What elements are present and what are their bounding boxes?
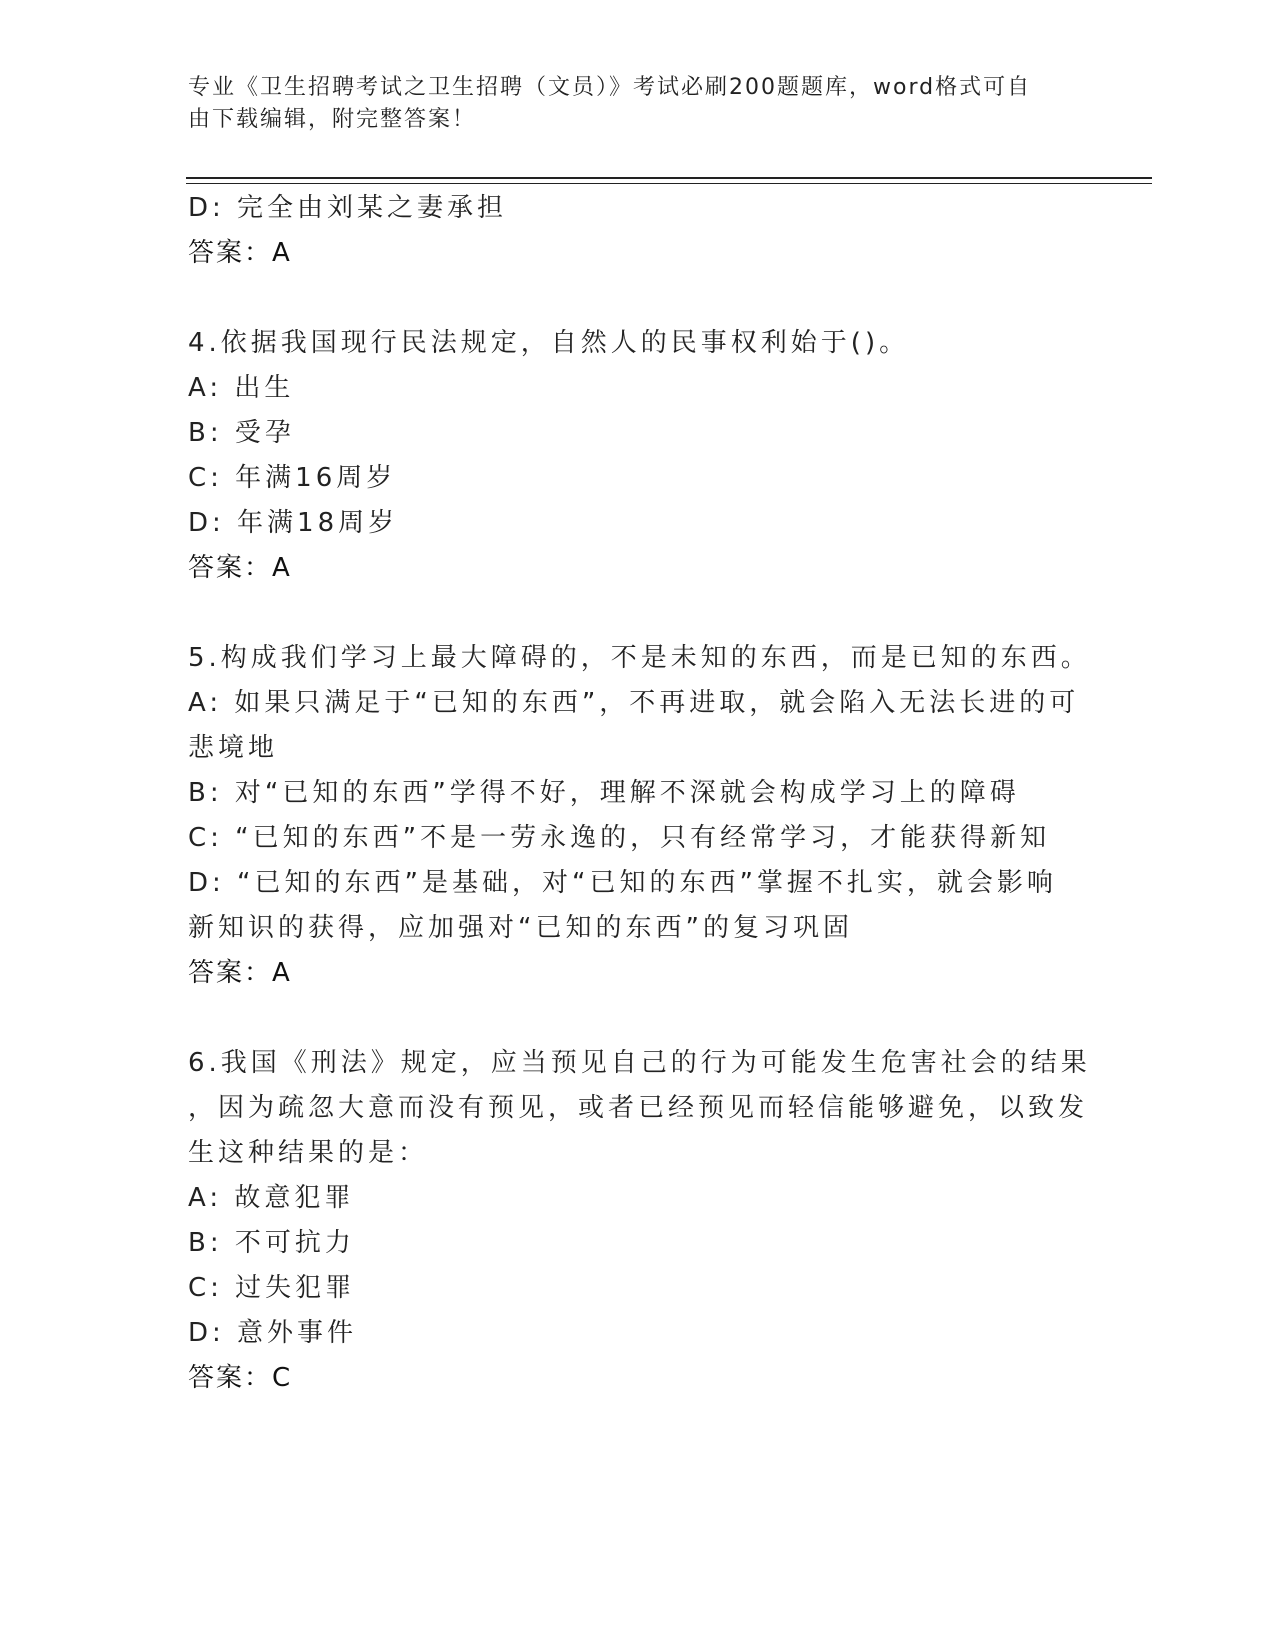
question-4 [188,321,1088,591]
question-5 [188,636,1091,996]
q4-answer: 答案：A [188,553,292,583]
header-line-2: 由下载编辑，附完整答案！ [188,107,477,132]
q3-option-d: D: 完全由刘某之妻承担 [188,193,508,223]
spacer [188,276,1088,321]
q4-option-a: A: 出生 [188,373,295,403]
spacer [188,996,1088,1041]
q5-stem: 5.构成我们学习上最大障碍的，不是未知的东西，而是已知的东西。 [188,643,1091,673]
q3-answer: 答案：A [188,238,292,268]
q5-answer: 答案：A [188,958,292,988]
q4-option-c: C: 年满16周岁 [188,463,397,493]
q5-option-d-line-2: 新知识的获得，应加强对“已知的东西”的复习巩固 [188,913,853,943]
q5-option-d-line-1: D: “已知的东西”是基础，对“已知的东西”掌握不扎实，就会影响 [188,868,1057,898]
q6-option-b: B: 不可抗力 [188,1228,355,1258]
q5-option-a-line-1: A: 如果只满足于“已知的东西”，不再进取，就会陷入无法长进的可 [188,688,1080,718]
question-6 [188,1041,1091,1401]
q6-stem-line-3: 生这种结果的是： [188,1138,429,1168]
q6-stem-line-1: 6.我国《刑法》规定，应当预见自己的行为可能发生危害社会的结果 [188,1048,1091,1078]
q4-stem: 4.依据我国现行民法规定，自然人的民事权利始于()。 [188,328,910,358]
spacer [188,591,1088,636]
q6-answer: 答案：C [188,1363,293,1393]
q5-option-b: B: 对“已知的东西”学得不好，理解不深就会构成学习上的障碍 [188,778,1020,808]
q6-stem-line-2: ，因为疏忽大意而没有预见，或者已经预见而轻信能够避免，以致发 [188,1093,1089,1123]
document-body [188,186,1091,1401]
q4-option-d: D: 年满18周岁 [188,508,399,538]
question-3 [188,186,1088,276]
q6-option-a: A: 故意犯罪 [188,1183,355,1213]
q6-option-c: C: 过失犯罪 [188,1273,356,1303]
header-divider-thin [186,183,1152,184]
q5-option-a-line-2: 悲境地 [188,733,279,763]
header-line-1: 专业《卫生招聘考试之卫生招聘（文员）》考试必刷200题题库，word格式可自 [188,75,1032,100]
q6-option-d: D: 意外事件 [188,1318,358,1348]
document-header [188,72,1068,136]
q4-option-b: B: 受孕 [188,418,295,448]
header-divider-thick [186,177,1152,179]
q5-option-c: C: “已知的东西”不是一劳永逸的，只有经常学习，才能获得新知 [188,823,1051,853]
